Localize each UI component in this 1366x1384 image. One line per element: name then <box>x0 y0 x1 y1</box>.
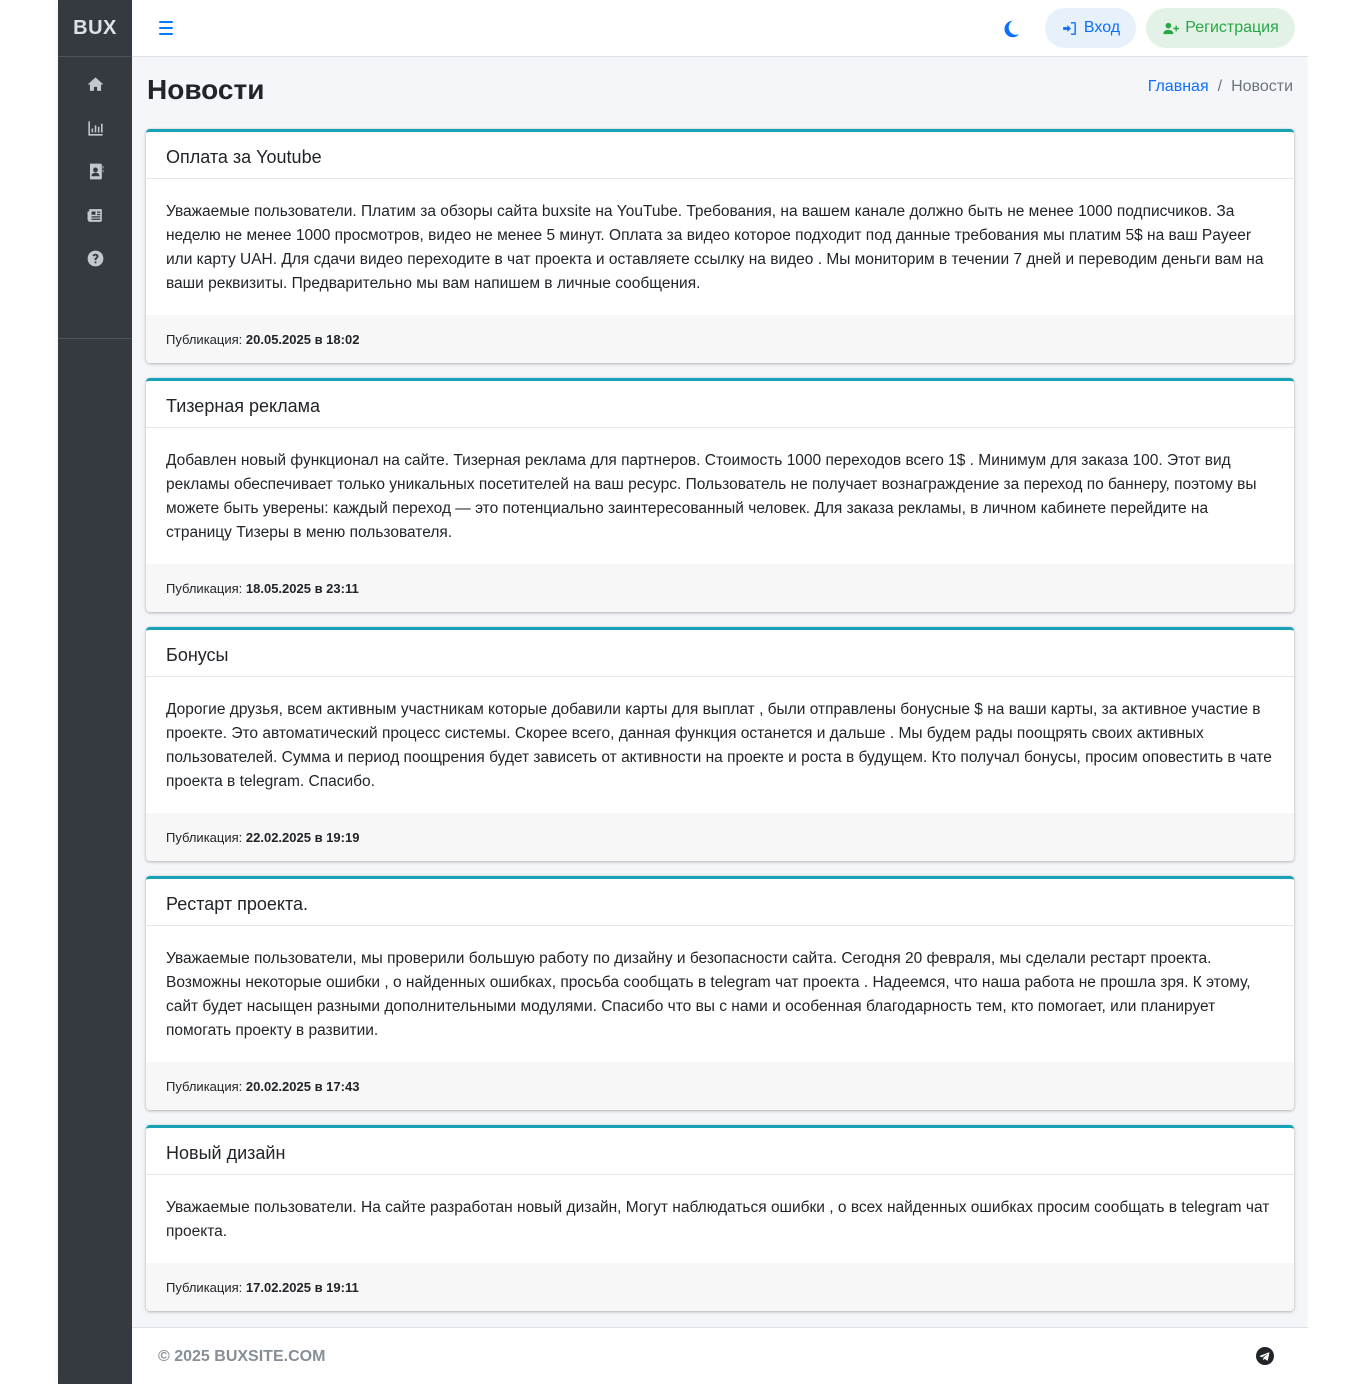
published-label: Публикация: <box>166 332 243 347</box>
page-footer <box>132 1327 1308 1384</box>
published-date: 20.02.2025 в 17:43 <box>245 1079 360 1094</box>
sidebar-item-home[interactable] <box>58 63 132 107</box>
breadcrumb-current: Новости <box>1231 78 1293 95</box>
moon-icon[interactable] <box>1000 18 1022 40</box>
news-body: Дорогие друзья, всем активным участникам которые добавили карты для выплат , были отправлены бонусные $ на ваши карты, за активное участие в проекте. Это автоматический процесс системы. Скорее всего, данная функция останется и дальше . Мы будем рады поощрять своих активных пользователей. Сумма и период поощрения будет зависеть от активности на проекте и роста в будущем. Кто получал бонусы, просим оповестить в чате проекта в telegram. Спасибо. <box>166 701 1272 790</box>
news-title: Оплата за Youtube <box>146 132 1294 179</box>
news-body: Добавлен новый функционал на сайте. Тизерная реклама для партнеров. Стоимость 1000 переходов всего 1$ . Минимум для заказа 100. Этот вид рекламы обеспечивает только уникальных посетителей на ваш ресурс. Пользователь не получает вознаграждение за переход по баннеру, поэтому вы можете быть уверены: каждый переход — это потенциально заинтересованный человек. Для заказа рекламы, в личном кабинете перейдите на страницу Тизеры в меню пользователя. <box>166 452 1257 541</box>
register-label: Регистрация <box>1185 19 1279 36</box>
page-title: Новости <box>147 74 265 105</box>
news-body: Уважаемые пользователи, мы проверили большую работу по дизайну и безопасности сайта. Сегодня 20 февраля, мы сделали рестарт проекта. Возможны некоторые ошибки , о найденных ошибках, просьба сообщать в telegram чат проекта . Надеемся, что наша работа не прошла зря. К этому, сайт будет насыщен разными дополнительными модулями. Спасибо что вы с нами и особенная благодарность тем, кто помогает, или планирует помогать проекту в развитии. <box>166 950 1251 1039</box>
sidebar-item-contacts[interactable] <box>58 150 132 194</box>
home-icon <box>86 75 105 94</box>
hamburger-icon[interactable] <box>156 19 176 37</box>
news-card <box>146 129 1294 363</box>
news-card <box>146 627 1294 861</box>
sign-in-icon <box>1061 20 1078 37</box>
copyright: © 2025 BUXSITE.COM <box>158 1348 326 1365</box>
news-footer <box>146 315 1294 363</box>
published-label: Публикация: <box>166 581 243 596</box>
chart-bar-icon <box>86 119 105 138</box>
news-title: Новый дизайн <box>146 1128 1294 1175</box>
news-title: Бонусы <box>146 630 1294 677</box>
register-button[interactable] <box>1146 8 1295 48</box>
breadcrumb-separator: / <box>1217 78 1223 95</box>
news-footer <box>146 564 1294 612</box>
news-footer <box>146 813 1294 861</box>
published-date: 18.05.2025 в 23:11 <box>245 581 359 596</box>
news-footer <box>146 1062 1294 1110</box>
main-content <box>132 0 1308 1384</box>
breadcrumb <box>1148 78 1293 96</box>
news-title: Рестарт проекта. <box>146 879 1294 926</box>
news-footer <box>146 1263 1294 1311</box>
top-navbar <box>132 0 1308 57</box>
published-label: Публикация: <box>166 1280 243 1295</box>
published-label: Публикация: <box>166 830 243 845</box>
brand-logo[interactable]: BUX <box>58 0 132 57</box>
sidebar-nav <box>58 57 132 339</box>
login-label: Вход <box>1083 19 1121 36</box>
sidebar-item-help[interactable] <box>58 237 132 281</box>
published-date: 22.02.2025 в 19:19 <box>245 830 360 845</box>
news-body: Уважаемые пользователи. На сайте разработан новый дизайн, Могут наблюдаться ошибки , о всех найденных ошибках просим сообщать в telegram чат проекта. <box>166 1199 1270 1240</box>
question-circle-icon <box>86 249 105 268</box>
sidebar-item-news[interactable] <box>58 194 132 238</box>
breadcrumb-home-link[interactable]: Главная <box>1147 78 1209 95</box>
user-plus-icon <box>1162 20 1179 37</box>
login-button[interactable] <box>1045 8 1136 48</box>
sidebar-item-stats[interactable] <box>58 107 132 151</box>
published-date: 17.02.2025 в 19:11 <box>245 1280 359 1295</box>
news-title: Тизерная реклама <box>146 381 1294 428</box>
news-card <box>146 876 1294 1110</box>
newspaper-icon <box>86 206 105 225</box>
sidebar <box>58 0 132 1384</box>
page-header <box>132 57 1308 130</box>
news-card <box>146 378 1294 612</box>
news-body: Уважаемые пользователи. Платим за обзоры сайта buxsite на YouTube. Требования, на вашем канале должно быть не менее 1000 подписчиков. За неделю не менее 1000 просмотров, видео не менее 5 минут. Оплата за видео которое подходит под данные требования мы платим 5$ на ваш Payeer или карту UAH. Для сдачи видео переходите в чат проекта и оставляете ссылку на видео . Мы мониторим в течении 7 дней и переводим деньги вам на ваши реквизиты. Предварительно мы вам напишем в личные сообщения. <box>166 203 1264 292</box>
published-label: Публикация: <box>166 1079 243 1094</box>
telegram-icon[interactable] <box>1256 1347 1274 1365</box>
news-card <box>146 1125 1294 1311</box>
address-book-icon <box>86 162 105 181</box>
published-date: 20.05.2025 в 18:02 <box>245 332 360 347</box>
